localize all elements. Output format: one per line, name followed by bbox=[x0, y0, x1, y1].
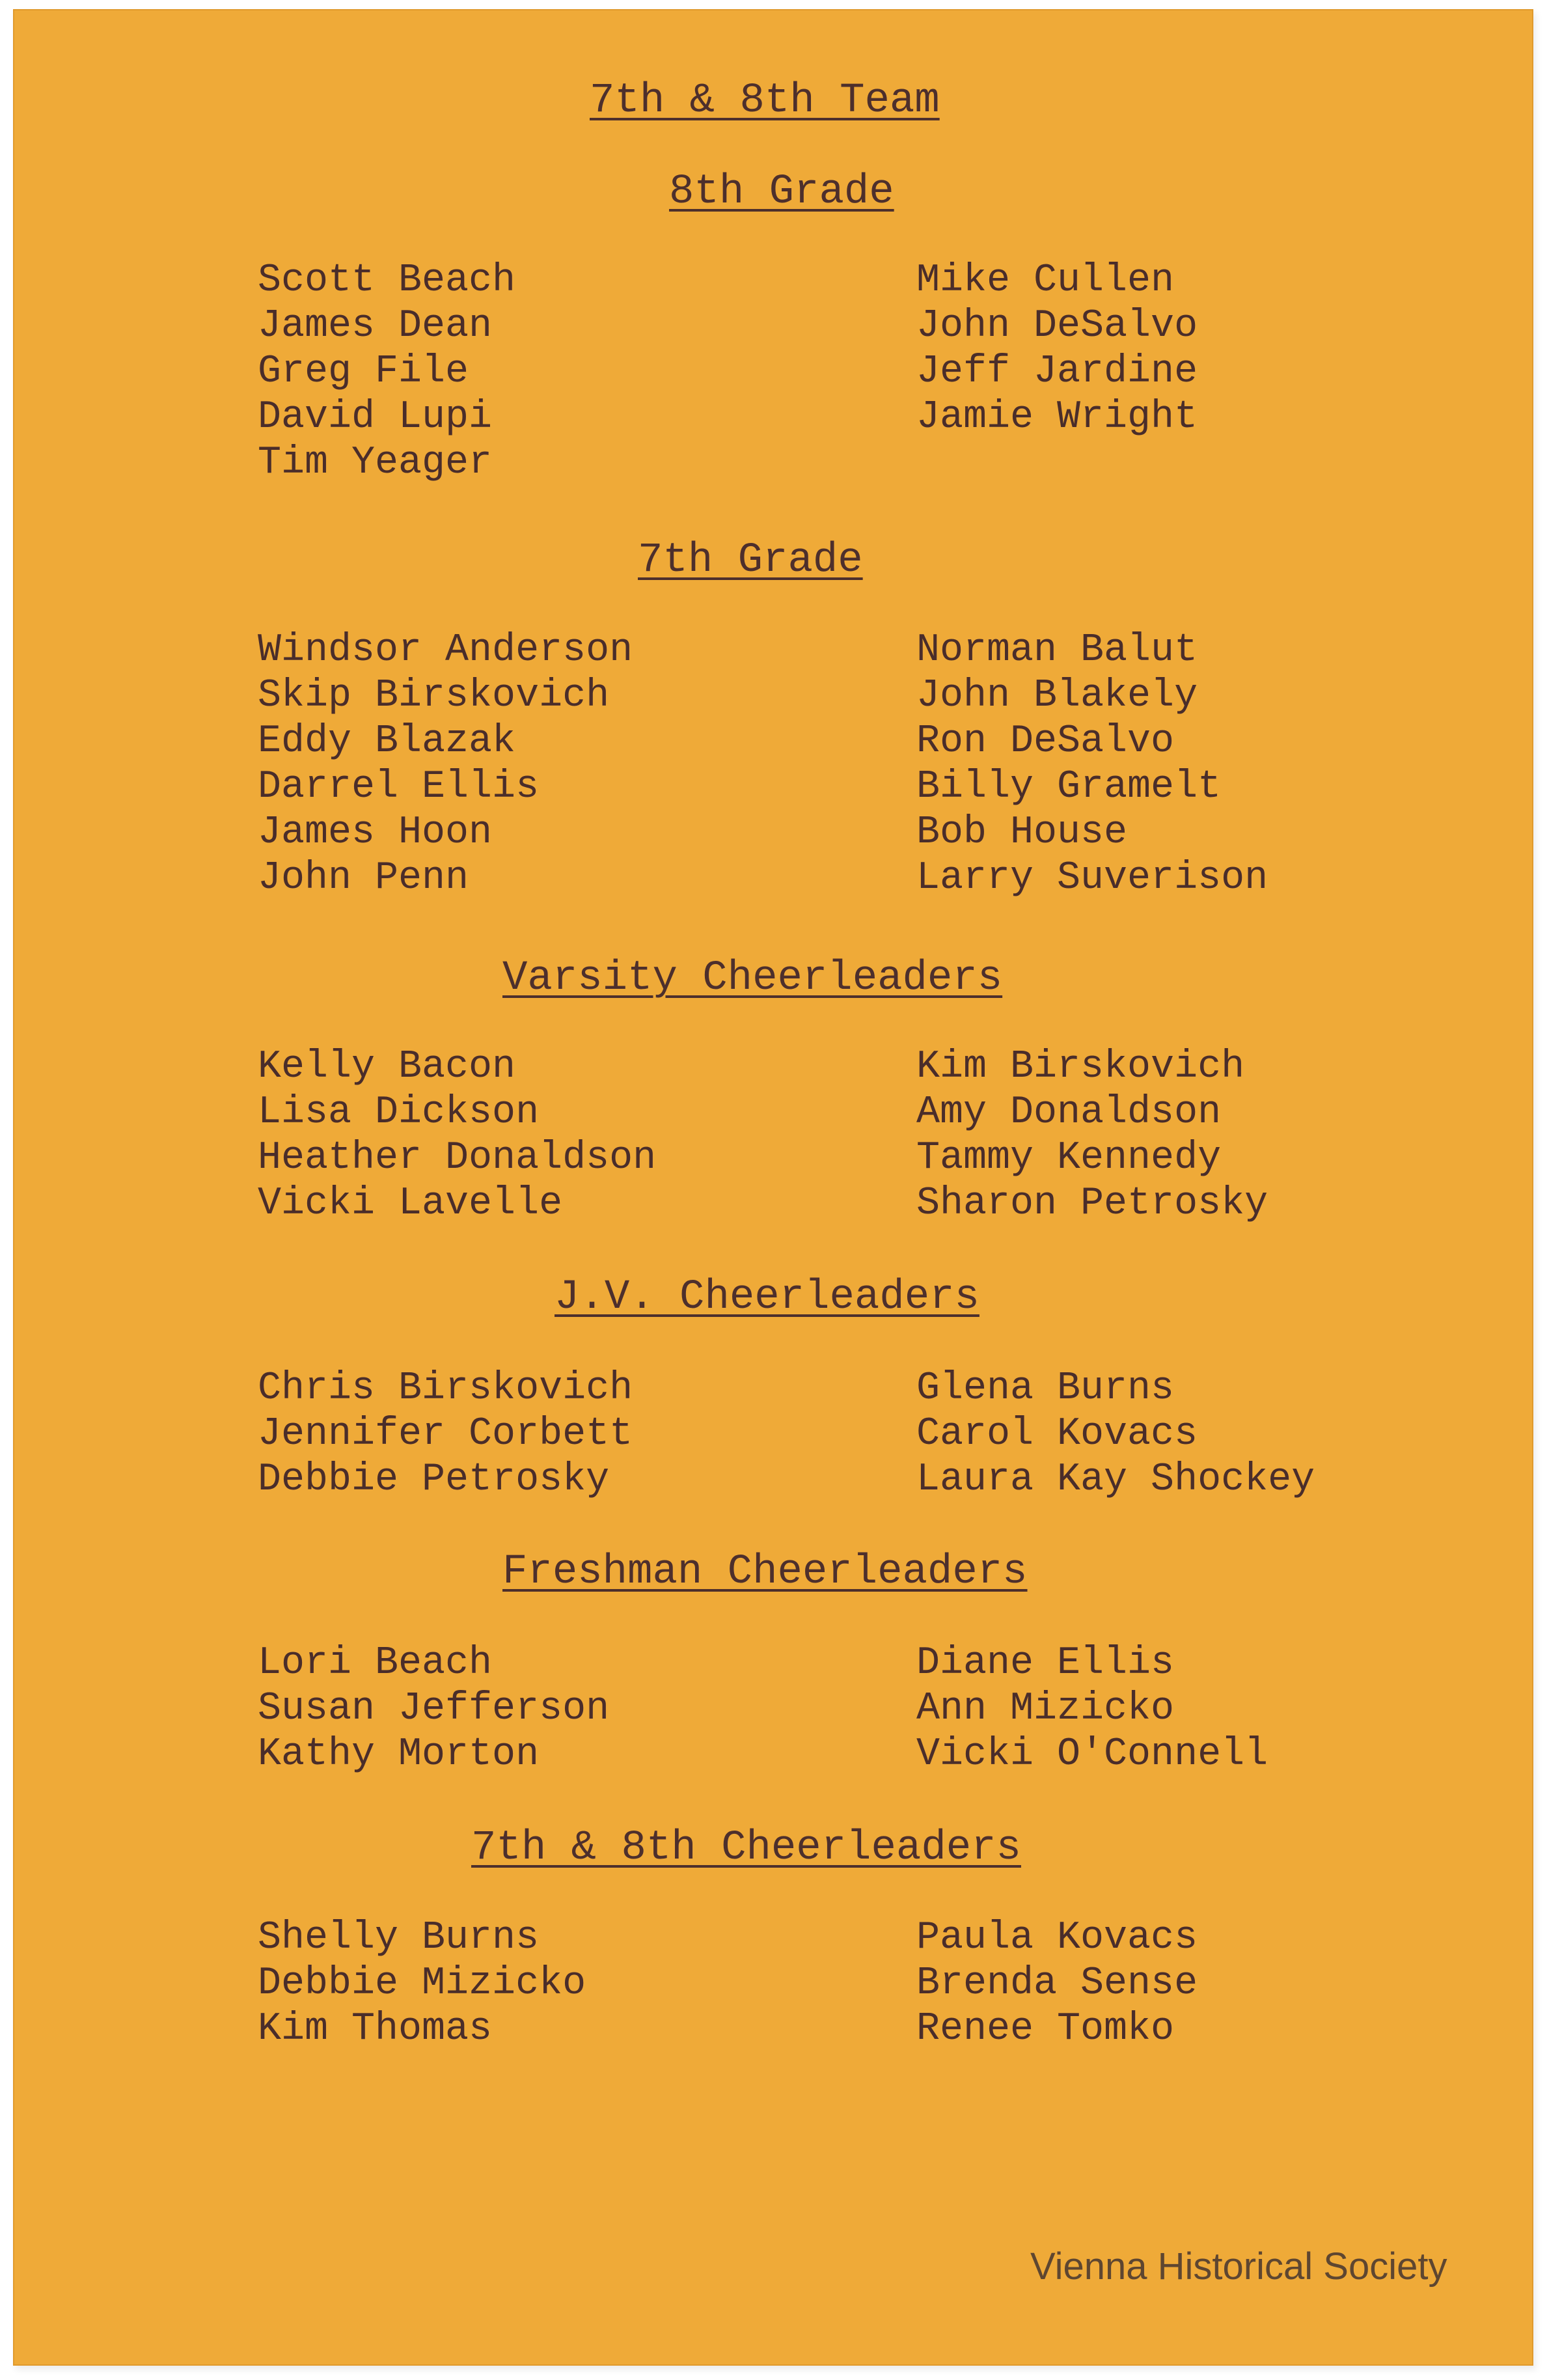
list-item: Tim Yeager bbox=[258, 441, 493, 485]
list-item: Eddy Blazak bbox=[258, 719, 516, 764]
list-item: Darrel Ellis bbox=[258, 765, 540, 809]
list-item: Larry Suverison bbox=[916, 856, 1268, 900]
list-item: Debbie Mizicko bbox=[258, 1961, 586, 2006]
list-item: Ron DeSalvo bbox=[916, 719, 1175, 764]
list-item: Brenda Sense bbox=[916, 1961, 1198, 2006]
list-item: Paula Kovacs bbox=[916, 1916, 1198, 1960]
list-item: Skip Birskovich bbox=[258, 674, 610, 718]
list-item: Carol Kovacs bbox=[916, 1412, 1198, 1456]
name-list-7th-8th-cheer-left bbox=[258, 1915, 586, 2052]
list-item: Jeff Jardine bbox=[916, 350, 1198, 394]
section-heading-8th-grade: 8th Grade bbox=[669, 169, 894, 215]
list-item: Laura Kay Shockey bbox=[916, 1458, 1315, 1502]
list-item: Mike Cullen bbox=[916, 258, 1175, 303]
section-heading-freshman-cheerleaders: Freshman Cheerleaders bbox=[502, 1549, 1028, 1596]
list-item: David Lupi bbox=[258, 395, 493, 439]
list-item: Susan Jefferson bbox=[258, 1687, 610, 1731]
list-item: Lori Beach bbox=[258, 1641, 493, 1685]
list-item: Glena Burns bbox=[916, 1366, 1175, 1411]
list-item: Scott Beach bbox=[258, 258, 516, 303]
name-list-varsity-left bbox=[258, 1044, 656, 1226]
list-item: John DeSalvo bbox=[916, 304, 1198, 348]
page-title: 7th & 8th Team bbox=[590, 77, 940, 124]
list-item: Diane Ellis bbox=[916, 1641, 1175, 1685]
list-item: Greg File bbox=[258, 350, 469, 394]
list-item: Chris Birskovich bbox=[258, 1366, 633, 1411]
list-item: Sharon Petrosky bbox=[916, 1182, 1268, 1226]
list-item: Windsor Anderson bbox=[258, 628, 633, 672]
section-heading-varsity-cheerleaders: Varsity Cheerleaders bbox=[502, 955, 1003, 1002]
list-item: Debbie Petrosky bbox=[258, 1458, 610, 1502]
list-item: John Blakely bbox=[916, 674, 1198, 718]
list-item: Heather Donaldson bbox=[258, 1136, 657, 1180]
list-item: Kathy Morton bbox=[258, 1732, 540, 1777]
list-item: Shelly Burns bbox=[258, 1916, 540, 1960]
list-item: Vicki O'Connell bbox=[916, 1732, 1268, 1777]
list-item: John Penn bbox=[258, 856, 469, 900]
section-heading-7th-8th-cheerleaders: 7th & 8th Cheerleaders bbox=[471, 1825, 1021, 1872]
section-heading-jv-cheerleaders: J.V. Cheerleaders bbox=[555, 1274, 980, 1321]
list-item: Jennifer Corbett bbox=[258, 1412, 633, 1456]
list-item: Vicki Lavelle bbox=[258, 1182, 563, 1226]
name-list-8th-grade-right bbox=[916, 258, 1198, 440]
list-item: Amy Donaldson bbox=[916, 1090, 1222, 1135]
name-list-7th-8th-cheer-right bbox=[916, 1915, 1198, 2052]
list-item: Bob House bbox=[916, 810, 1128, 855]
list-item: James Dean bbox=[258, 304, 493, 348]
name-list-jv-left bbox=[258, 1366, 633, 1502]
list-item: James Hoon bbox=[258, 810, 493, 855]
list-item: Kim Birskovich bbox=[916, 1045, 1245, 1089]
list-item: Tammy Kennedy bbox=[916, 1136, 1222, 1180]
list-item: Kelly Bacon bbox=[258, 1045, 516, 1089]
list-item: Norman Balut bbox=[916, 628, 1198, 672]
list-item: Kim Thomas bbox=[258, 2007, 493, 2051]
name-list-7th-grade-left bbox=[258, 628, 633, 901]
roster-document bbox=[13, 9, 1533, 2366]
list-item: Ann Mizicko bbox=[916, 1687, 1175, 1731]
name-list-7th-grade-right bbox=[916, 628, 1268, 901]
name-list-freshman-right bbox=[916, 1640, 1268, 1777]
list-item: Billy Gramelt bbox=[916, 765, 1222, 809]
name-list-8th-grade-left bbox=[258, 258, 515, 486]
document-page bbox=[13, 9, 1533, 2366]
name-list-freshman-left bbox=[258, 1640, 609, 1777]
list-item: Renee Tomko bbox=[916, 2007, 1175, 2051]
list-item: Lisa Dickson bbox=[258, 1090, 540, 1135]
list-item: Jamie Wright bbox=[916, 395, 1198, 439]
section-heading-7th-grade: 7th Grade bbox=[638, 537, 863, 584]
name-list-jv-right bbox=[916, 1366, 1315, 1502]
name-list-varsity-right bbox=[916, 1044, 1268, 1226]
watermark-text: Vienna Historical Society bbox=[1030, 2245, 1447, 2288]
